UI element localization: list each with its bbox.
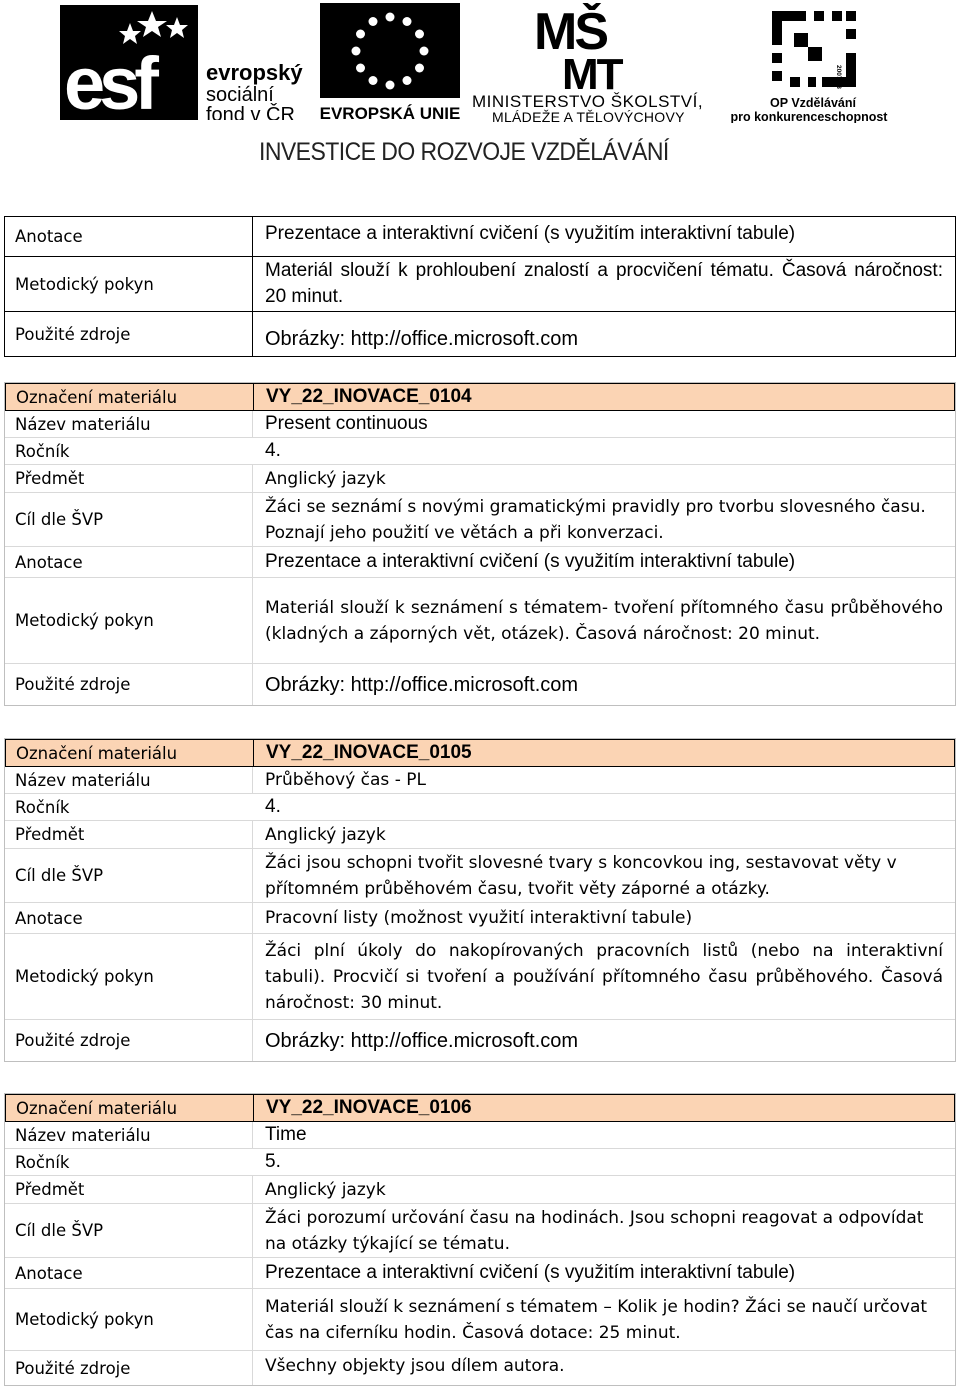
row-label: Předmět (5, 465, 253, 492)
row-value: Materiál slouží k prohloubení znalostí a procvičení tématu. Časová náročnost: 20 minut. (265, 260, 943, 307)
row-label: Název materiálu (5, 767, 253, 793)
msmt-logo-line1: MINISTERSTVO ŠKOLSTVÍ, (472, 92, 704, 111)
row-value: Průběhový čas - PL (265, 770, 426, 790)
row-label: Název materiálu (5, 1122, 253, 1148)
row-label: Metodický pokyn (5, 578, 253, 663)
material-table-0104 (4, 382, 956, 706)
slogan-investice: INVESTICE DO ROZVOJE VZDĚLÁVÁNÍ (259, 138, 669, 166)
table-row (5, 1149, 955, 1176)
table-row-header (5, 1094, 955, 1122)
row-label: Použité zdroje (5, 1351, 253, 1385)
material-code: VY_22_INOVACE_0104 (266, 386, 472, 407)
row-value: Obrázky: http://office.microsoft.com (265, 673, 579, 696)
table-row (5, 257, 955, 312)
material-code: VY_22_INOVACE_0105 (266, 742, 472, 763)
esf-logo-line3: fond v ČR (206, 104, 295, 120)
row-value: Obrázky: http://office.microsoft.com (265, 1029, 579, 1052)
table-row-header (5, 383, 955, 411)
material-code: VY_22_INOVACE_0106 (266, 1097, 472, 1118)
row-label: Cíl dle ŠVP (5, 1204, 253, 1257)
table-row (5, 1122, 955, 1149)
row-value: Žáci jsou schopni tvořit slovesné tvary s koncovkou ing, sestavovat věty v přítomném průběhovém času, tvořit věty záporné a otázky. (265, 852, 897, 899)
row-label: Anotace (5, 547, 253, 577)
row-value: Všechny objekty jsou dílem autora. (265, 1356, 565, 1376)
table-row (5, 217, 955, 257)
table-row (5, 1020, 955, 1061)
op-logo-line2: pro konkurenceschopnost (730, 110, 888, 123)
table-row (5, 1289, 955, 1351)
row-value: Prezentace a interaktivní cvičení (s využitím interaktivní tabule) (265, 551, 796, 572)
table-row (5, 767, 955, 794)
table-row (5, 849, 955, 903)
row-label: Anotace (5, 1258, 253, 1288)
svg-text:MT: MT (562, 50, 622, 99)
row-label: Označení materiálu (6, 384, 254, 410)
table-row (5, 1204, 955, 1258)
table-row (5, 794, 955, 821)
row-label: Označení materiálu (6, 740, 254, 766)
table-row (5, 821, 955, 849)
row-label: Ročník (15, 1152, 70, 1172)
table-row (5, 578, 955, 664)
table-row (5, 493, 955, 547)
row-label: Cíl dle ŠVP (5, 493, 253, 546)
row-value: Žáci porozumí určování času na hodinách. Jsou schopni reagovat a odpovídat na otázky týkající se tématu. (265, 1207, 924, 1254)
row-value: Obrázky: http://office.microsoft.com (265, 328, 579, 350)
svg-text:esf: esf (64, 42, 153, 120)
row-label: Metodický pokyn (5, 934, 253, 1019)
row-label: Použité zdroje (5, 664, 253, 705)
material-table-0105 (4, 738, 956, 1062)
table-row-header (5, 739, 955, 767)
row-value: Pracovní listy (možnost využití interaktivní tabule) (265, 908, 693, 928)
esf-logo (60, 5, 305, 120)
eu-logo-text: EVROPSKÁ UNIE (319, 104, 461, 121)
table-row (5, 465, 955, 493)
row-value: Žáci se seznámí s novými gramatickými pravidly pro tvorbu slovesného času. Poznají jeho použití ve větách a při konverzaci. (265, 496, 926, 543)
material-table-0106 (4, 1093, 956, 1386)
row-label: Použité zdroje (5, 1020, 253, 1061)
row-value: Materiál slouží k seznámení s tématem – Kolik je hodin? Žáci se naučí určovat čas na ciferníku hodin. Časová dotace: 25 minut. (265, 1296, 928, 1343)
row-label: Metodický pokyn (5, 1289, 253, 1350)
row-value: Žáci plní úkoly do nakopírovaných pracovních listů (nebo na interaktivní tabuli). Procvičí si tvoření a používání přítomného času průběhového. Časová náročnost: 30 minut. (265, 940, 943, 1013)
esf-logo-line1: evropský (206, 60, 303, 85)
material-table-0103-tail (4, 216, 956, 357)
row-value: Time (265, 1124, 307, 1145)
table-row (5, 664, 955, 705)
table-row (5, 1176, 955, 1204)
row-label: Použité zdroje (5, 312, 253, 356)
row-value: 4. (265, 440, 281, 461)
row-label: Ročník (15, 441, 70, 461)
msmt-logo (470, 3, 720, 123)
row-label: Označení materiálu (6, 1095, 254, 1121)
row-value: Anglický jazyk (265, 1179, 386, 1200)
table-row (5, 312, 955, 356)
row-label: Anotace (5, 217, 253, 256)
table-row (5, 903, 955, 934)
row-label: Anotace (5, 903, 253, 933)
table-row (5, 934, 955, 1020)
table-row (5, 547, 955, 578)
table-row (5, 1351, 955, 1385)
row-value: Materiál slouží k seznámení s tématem- tvoření přítomného času průběhového (kladných a záporných vět, otázek). Časová náročnost: 20 minut. (265, 597, 943, 644)
op-logo-years: 2007-13 (835, 65, 842, 89)
row-value: 4. (265, 796, 281, 817)
row-label: Ročník (15, 797, 70, 817)
row-value: Prezentace a interaktivní cvičení (s využitím interaktivní tabule) (265, 223, 796, 244)
esf-logo-line2: sociální (206, 84, 274, 106)
table-row (5, 1258, 955, 1289)
eu-flag-logo (318, 3, 462, 121)
header-logos (0, 0, 960, 175)
op-vzdelavani-logo (728, 3, 890, 123)
row-value: Prezentace a interaktivní cvičení (s využitím interaktivní tabule) (265, 1262, 796, 1283)
row-label: Metodický pokyn (5, 257, 253, 311)
svg-text:MŠ: MŠ (534, 3, 606, 61)
row-label: Cíl dle ŠVP (5, 849, 253, 902)
row-label: Název materiálu (5, 411, 253, 437)
row-value: Anglický jazyk (265, 468, 386, 489)
row-label: Předmět (5, 821, 253, 848)
op-logo-line1: OP Vzdělávání (770, 96, 856, 110)
row-value: Present continuous (265, 413, 428, 434)
table-row (5, 411, 955, 438)
msmt-logo-line2: MLÁDEŽE A TĚLOVÝCHOVY (492, 109, 685, 123)
table-row (5, 438, 955, 465)
row-value: 5. (265, 1151, 281, 1172)
row-label: Předmět (5, 1176, 253, 1203)
row-value: Anglický jazyk (265, 824, 386, 845)
